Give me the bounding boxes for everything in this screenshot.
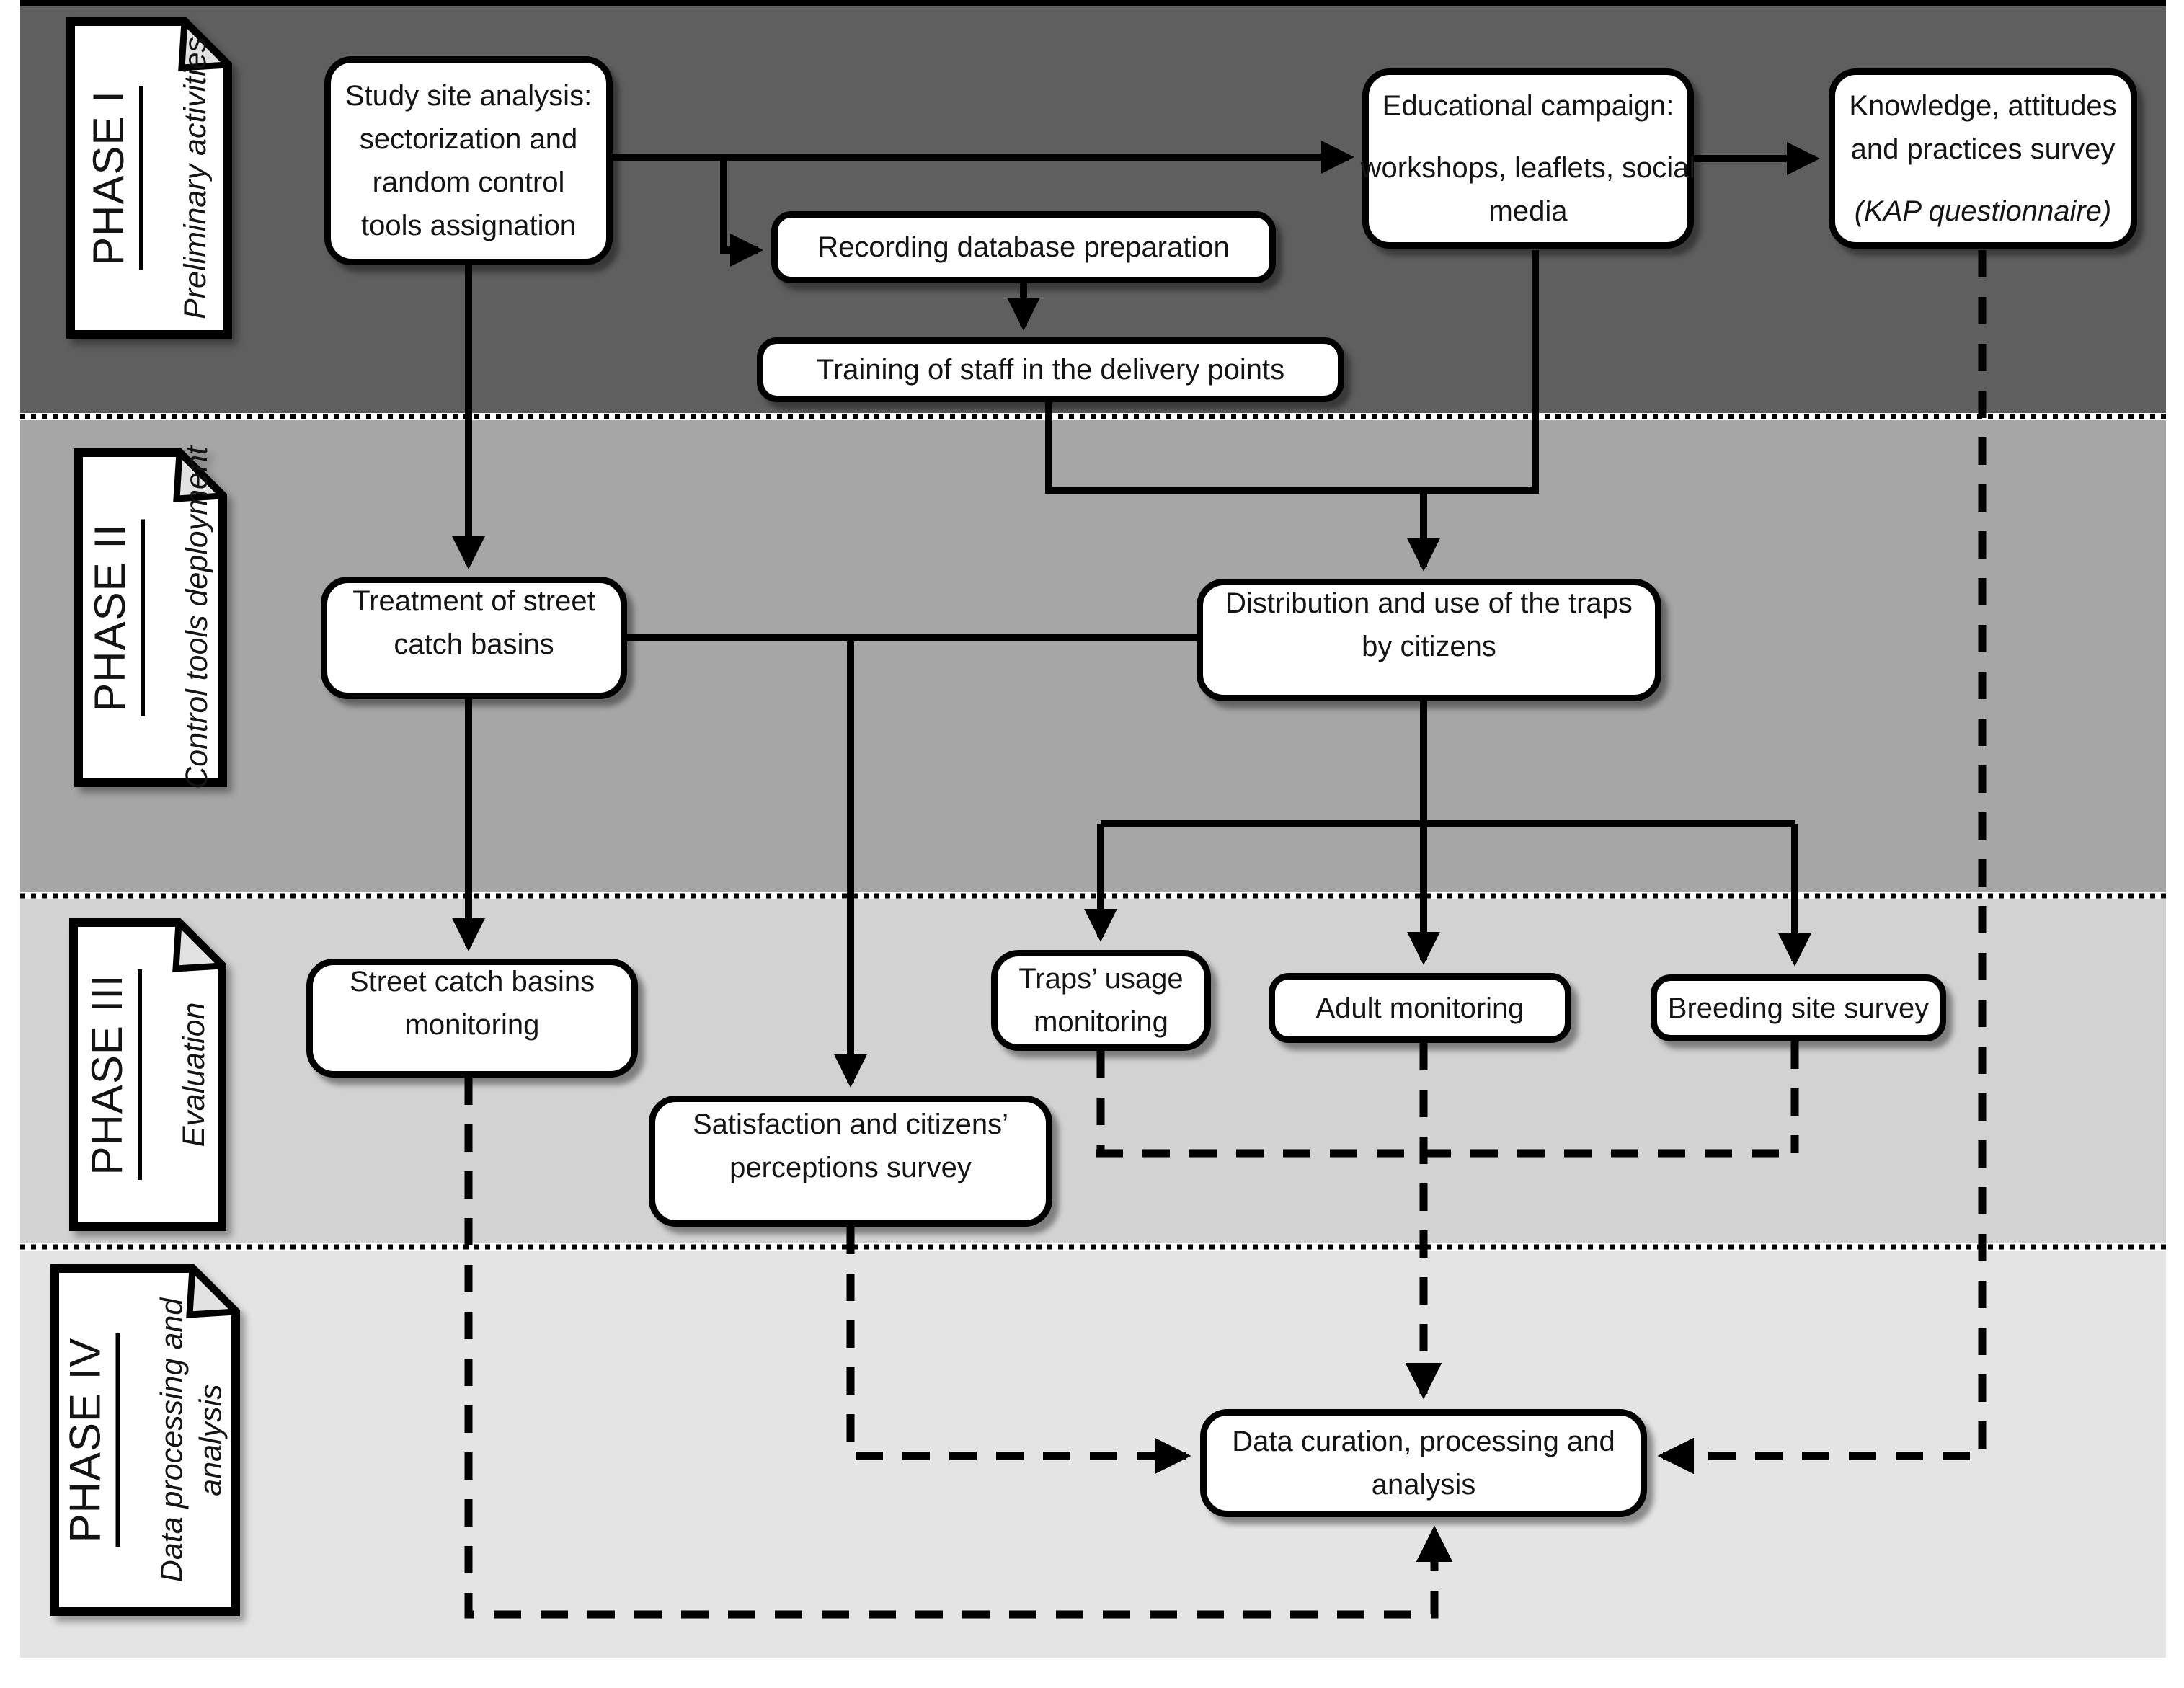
node-satisfaction-survey: Satisfaction and citizens’ perceptions survey	[649, 1096, 1052, 1227]
phase4-sublabel: Data processing and analysis	[154, 1297, 228, 1583]
node-educational-campaign-title: Educational campaign:	[1382, 90, 1674, 122]
phase1-tab	[66, 17, 232, 339]
node-study-site-analysis: Study site analysis: sectorization and random control tools assignation	[324, 56, 613, 265]
phase2-label: PHASE II	[85, 519, 145, 716]
phase3-sublabel: Evaluation	[176, 1002, 211, 1147]
node-kap-survey-subtitle: (KAP questionnaire)	[1854, 195, 2112, 227]
phase4-label: PHASE IV	[60, 1333, 120, 1547]
node-distribution-traps: Distribution and use of the traps by citizens	[1197, 579, 1661, 701]
node-educational-campaign-detail: workshops, leaflets, social media	[1360, 152, 1696, 227]
node-training-staff: Training of staff in the delivery points	[757, 337, 1344, 402]
node-recording-database: Recording database preparation	[771, 211, 1276, 283]
node-kap-survey	[1829, 68, 2137, 249]
phase3-tab	[69, 918, 226, 1231]
phase4-tab	[50, 1264, 240, 1616]
phase2-tab	[74, 448, 227, 787]
phase2-sublabel: Control tools deployment	[179, 446, 214, 789]
node-treatment-catch-basins: Treatment of street catch basins	[321, 577, 627, 699]
phase3-label: PHASE III	[82, 969, 142, 1179]
phase1-label: PHASE I	[84, 86, 143, 270]
node-street-catch-basins-monitoring: Street catch basins monitoring	[306, 959, 638, 1078]
phase1-sublabel: Preliminary activities	[177, 37, 213, 319]
node-traps-usage-monitoring: Traps’ usage monitoring	[991, 950, 1211, 1051]
node-adult-monitoring: Adult monitoring	[1269, 973, 1571, 1043]
node-data-curation: Data curation, processing and analysis	[1200, 1409, 1647, 1517]
node-kap-survey-title: Knowledge, attitudes and practices survey	[1849, 90, 2117, 165]
phase-separator-lines	[20, 417, 2166, 1247]
node-breeding-site-survey: Breeding site survey	[1651, 974, 1946, 1041]
node-educational-campaign	[1362, 68, 1694, 249]
